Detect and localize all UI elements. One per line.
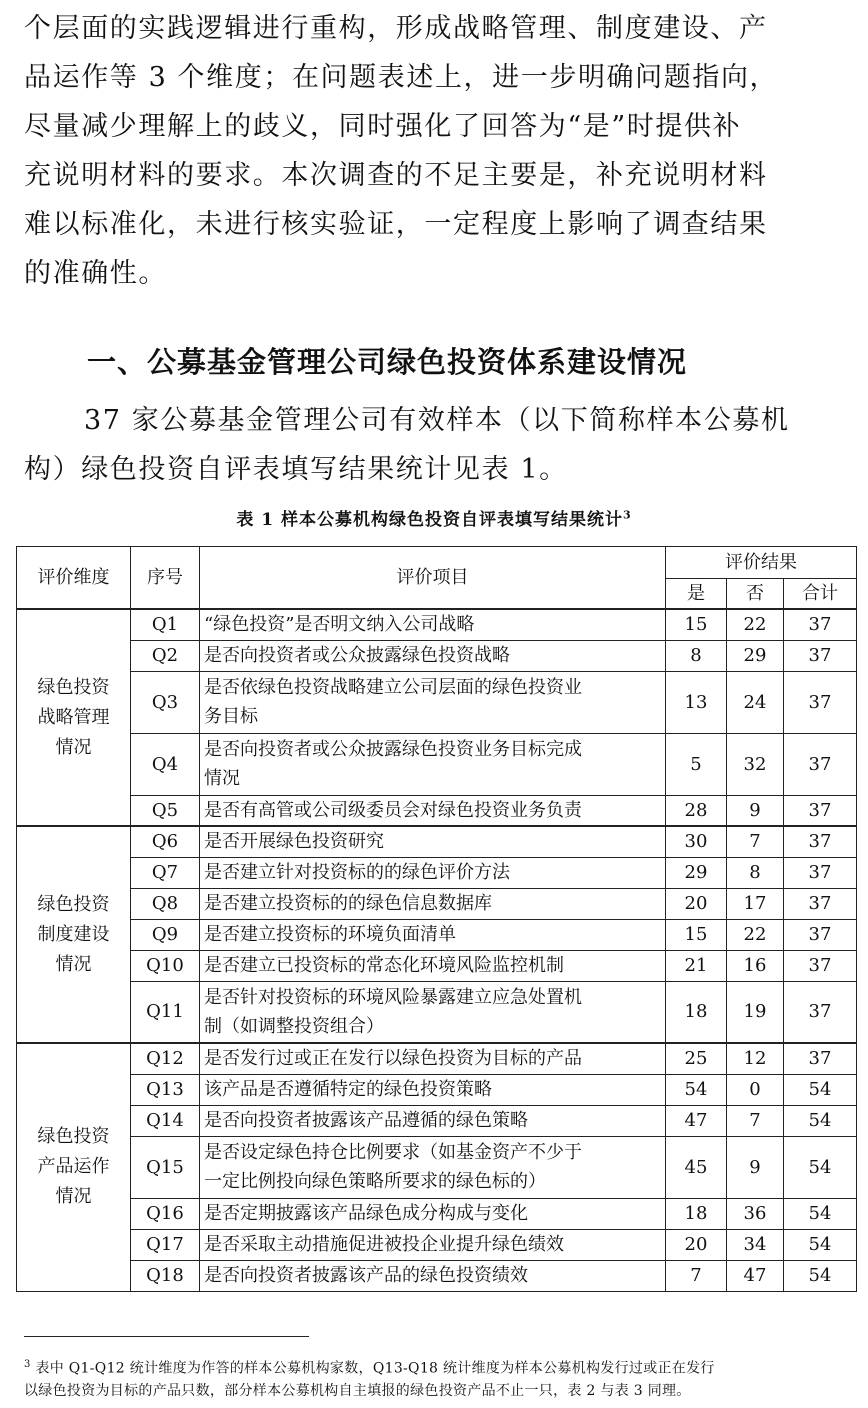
- yes-count-cell: 45: [666, 1136, 727, 1198]
- dimension-cell: 绿色投资 产品运作 情况: [17, 1043, 131, 1291]
- table-row: [17, 1229, 857, 1260]
- row-id-cell: Q11: [131, 981, 200, 1043]
- yes-count-cell: 25: [666, 1043, 727, 1074]
- row-id-cell: Q3: [131, 671, 200, 733]
- row-id-cell: Q17: [131, 1229, 200, 1260]
- item-cell: 是否有高管或公司级委员会对绿色投资业务负责: [200, 795, 666, 826]
- table-caption: [0, 505, 868, 530]
- no-count-cell: 17: [727, 888, 784, 919]
- item-cell: 是否向投资者披露该产品遵循的绿色策略: [200, 1105, 666, 1136]
- row-id-cell: Q7: [131, 857, 200, 888]
- footnote-marker: 3: [24, 1359, 31, 1370]
- header-dimension: 评价维度: [17, 547, 131, 610]
- no-count-cell: 7: [727, 1105, 784, 1136]
- caption-text: 表 1 样本公募机构绿色投资自评表填写结果统计: [236, 510, 623, 530]
- footnote-line: 以绿色投资为目标的产品只数，部分样本公募机构自主填报的绿色投资产品不止一只，表 2 与表 3 同理。: [24, 1382, 691, 1399]
- item-cell: 是否采取主动措施促进被投企业提升绿色绩效: [200, 1229, 666, 1260]
- no-count-cell: 9: [727, 1136, 784, 1198]
- table-row: [17, 1198, 857, 1229]
- item-cell: 是否向投资者或公众披露绿色投资业务目标完成 情况: [200, 733, 666, 795]
- item-cell: 是否开展绿色投资研究: [200, 826, 666, 857]
- table-row: [17, 1260, 857, 1291]
- text-line: 个层面的实践逻辑进行重构，形成战略管理、制度建设、产: [24, 13, 768, 44]
- dimension-cell: 绿色投资 制度建设 情况: [17, 826, 131, 1043]
- yes-count-cell: 15: [666, 609, 727, 640]
- no-count-cell: 22: [727, 609, 784, 640]
- yes-count-cell: 28: [666, 795, 727, 826]
- yes-count-cell: 5: [666, 733, 727, 795]
- no-count-cell: 36: [727, 1198, 784, 1229]
- table-row: [17, 1043, 857, 1074]
- table-row: [17, 826, 857, 857]
- footnote-text: 表中 Q1-Q12 统计维度为作答的样本公募机构家数，Q13-Q18 统计维度为样本公募机构发行过或正在发行: [30, 1360, 715, 1377]
- table-row: [17, 1136, 857, 1198]
- item-cell: 该产品是否遵循特定的绿色投资策略: [200, 1074, 666, 1105]
- item-cell: 是否建立投资标的环境负面清单: [200, 919, 666, 950]
- total-count-cell: 37: [784, 981, 857, 1043]
- footnote-line: [24, 1354, 854, 1380]
- row-id-cell: Q15: [131, 1136, 200, 1198]
- text-line: 构）绿色投资自评表填写结果统计见表 1。: [24, 454, 568, 485]
- row-id-cell: Q1: [131, 609, 200, 640]
- row-id-cell: Q2: [131, 640, 200, 671]
- header-total: 合计: [784, 579, 857, 610]
- row-id-cell: Q6: [131, 826, 200, 857]
- yes-count-cell: 47: [666, 1105, 727, 1136]
- row-id-cell: Q14: [131, 1105, 200, 1136]
- section-heading: 一、公募基金管理公司绿色投资体系建设情况: [87, 345, 688, 379]
- no-count-cell: 47: [727, 1260, 784, 1291]
- item-cell: 是否发行过或正在发行以绿色投资为目标的产品: [200, 1043, 666, 1074]
- yes-count-cell: 13: [666, 671, 727, 733]
- no-count-cell: 19: [727, 981, 784, 1043]
- header-no: 否: [727, 579, 784, 610]
- item-cell: 是否设定绿色持仓比例要求（如基金资产不少于 一定比例投向绿色策略所要求的绿色标的）: [200, 1136, 666, 1198]
- total-count-cell: 37: [784, 857, 857, 888]
- total-count-cell: 37: [784, 1043, 857, 1074]
- total-count-cell: 54: [784, 1136, 857, 1198]
- item-cell: 是否依绿色投资战略建立公司层面的绿色投资业 务目标: [200, 671, 666, 733]
- no-count-cell: 29: [727, 640, 784, 671]
- total-count-cell: 37: [784, 826, 857, 857]
- table-row: [17, 609, 857, 640]
- no-count-cell: 0: [727, 1074, 784, 1105]
- item-cell: 是否针对投资标的环境风险暴露建立应急处置机 制（如调整投资组合）: [200, 981, 666, 1043]
- yes-count-cell: 7: [666, 1260, 727, 1291]
- total-count-cell: 54: [784, 1105, 857, 1136]
- table-row: [17, 640, 857, 671]
- yes-count-cell: 8: [666, 640, 727, 671]
- header-yes: 是: [666, 579, 727, 610]
- row-id-cell: Q18: [131, 1260, 200, 1291]
- table-row: [17, 671, 857, 733]
- item-cell: 是否建立针对投资标的的绿色评价方法: [200, 857, 666, 888]
- total-count-cell: 37: [784, 919, 857, 950]
- footnote-ref: 3: [623, 508, 632, 522]
- item-cell: “绿色投资”是否明文纳入公司战略: [200, 609, 666, 640]
- yes-count-cell: 20: [666, 1229, 727, 1260]
- no-count-cell: 7: [727, 826, 784, 857]
- no-count-cell: 12: [727, 1043, 784, 1074]
- item-cell: 是否向投资者披露该产品的绿色投资绩效: [200, 1260, 666, 1291]
- item-cell: 是否建立已投资标的常态化环境风险监控机制: [200, 950, 666, 981]
- table-row: [17, 1105, 857, 1136]
- no-count-cell: 9: [727, 795, 784, 826]
- table-row: [17, 950, 857, 981]
- no-count-cell: 34: [727, 1229, 784, 1260]
- header-item: 评价项目: [200, 547, 666, 610]
- total-count-cell: 54: [784, 1229, 857, 1260]
- table-row: [17, 733, 857, 795]
- yes-count-cell: 20: [666, 888, 727, 919]
- row-id-cell: Q16: [131, 1198, 200, 1229]
- text-line: 难以标准化，未进行核实验证，一定程度上影响了调查结果: [24, 209, 768, 240]
- row-id-cell: Q8: [131, 888, 200, 919]
- no-count-cell: 8: [727, 857, 784, 888]
- text-line: 充说明材料的要求。本次调查的不足主要是，补充说明材料: [24, 160, 768, 191]
- table-body: [17, 609, 857, 1291]
- body-paragraph: [24, 396, 854, 494]
- table-row: [17, 857, 857, 888]
- no-count-cell: 32: [727, 733, 784, 795]
- row-id-cell: Q4: [131, 733, 200, 795]
- total-count-cell: 37: [784, 671, 857, 733]
- no-count-cell: 24: [727, 671, 784, 733]
- yes-count-cell: 29: [666, 857, 727, 888]
- row-id-cell: Q9: [131, 919, 200, 950]
- table-row: [17, 981, 857, 1043]
- yes-count-cell: 54: [666, 1074, 727, 1105]
- yes-count-cell: 15: [666, 919, 727, 950]
- yes-count-cell: 21: [666, 950, 727, 981]
- total-count-cell: 37: [784, 733, 857, 795]
- text-line: 尽量减少理解上的歧义，同时强化了回答为“是”时提供补: [24, 111, 742, 142]
- yes-count-cell: 18: [666, 981, 727, 1043]
- item-cell: 是否向投资者或公众披露绿色投资战略: [200, 640, 666, 671]
- item-cell: 是否定期披露该产品绿色成分构成与变化: [200, 1198, 666, 1229]
- header-result: 评价结果: [666, 547, 857, 579]
- table-row: [17, 919, 857, 950]
- header-id: 序号: [131, 547, 200, 610]
- table-row: [17, 795, 857, 826]
- total-count-cell: 54: [784, 1260, 857, 1291]
- yes-count-cell: 30: [666, 826, 727, 857]
- yes-count-cell: 18: [666, 1198, 727, 1229]
- item-cell: 是否建立投资标的的绿色信息数据库: [200, 888, 666, 919]
- total-count-cell: 37: [784, 640, 857, 671]
- text-line: 的准确性。: [24, 258, 167, 289]
- row-id-cell: Q5: [131, 795, 200, 826]
- row-id-cell: Q12: [131, 1043, 200, 1074]
- results-table: [16, 546, 857, 1292]
- total-count-cell: 37: [784, 888, 857, 919]
- text-line: 37 家公募基金管理公司有效样本（以下简称样本公募机: [84, 405, 790, 436]
- footnote-divider: [24, 1336, 309, 1337]
- footnote: [24, 1354, 854, 1402]
- total-count-cell: 37: [784, 950, 857, 981]
- row-id-cell: Q10: [131, 950, 200, 981]
- no-count-cell: 16: [727, 950, 784, 981]
- table-row: [17, 1074, 857, 1105]
- dimension-cell: 绿色投资 战略管理 情况: [17, 609, 131, 826]
- total-count-cell: 37: [784, 609, 857, 640]
- total-count-cell: 37: [784, 795, 857, 826]
- total-count-cell: 54: [784, 1198, 857, 1229]
- total-count-cell: 54: [784, 1074, 857, 1105]
- no-count-cell: 22: [727, 919, 784, 950]
- row-id-cell: Q13: [131, 1074, 200, 1105]
- text-line: 品运作等 3 个维度；在问题表述上，进一步明确问题指向，: [24, 62, 779, 93]
- intro-paragraph: [24, 4, 854, 298]
- table-row: [17, 888, 857, 919]
